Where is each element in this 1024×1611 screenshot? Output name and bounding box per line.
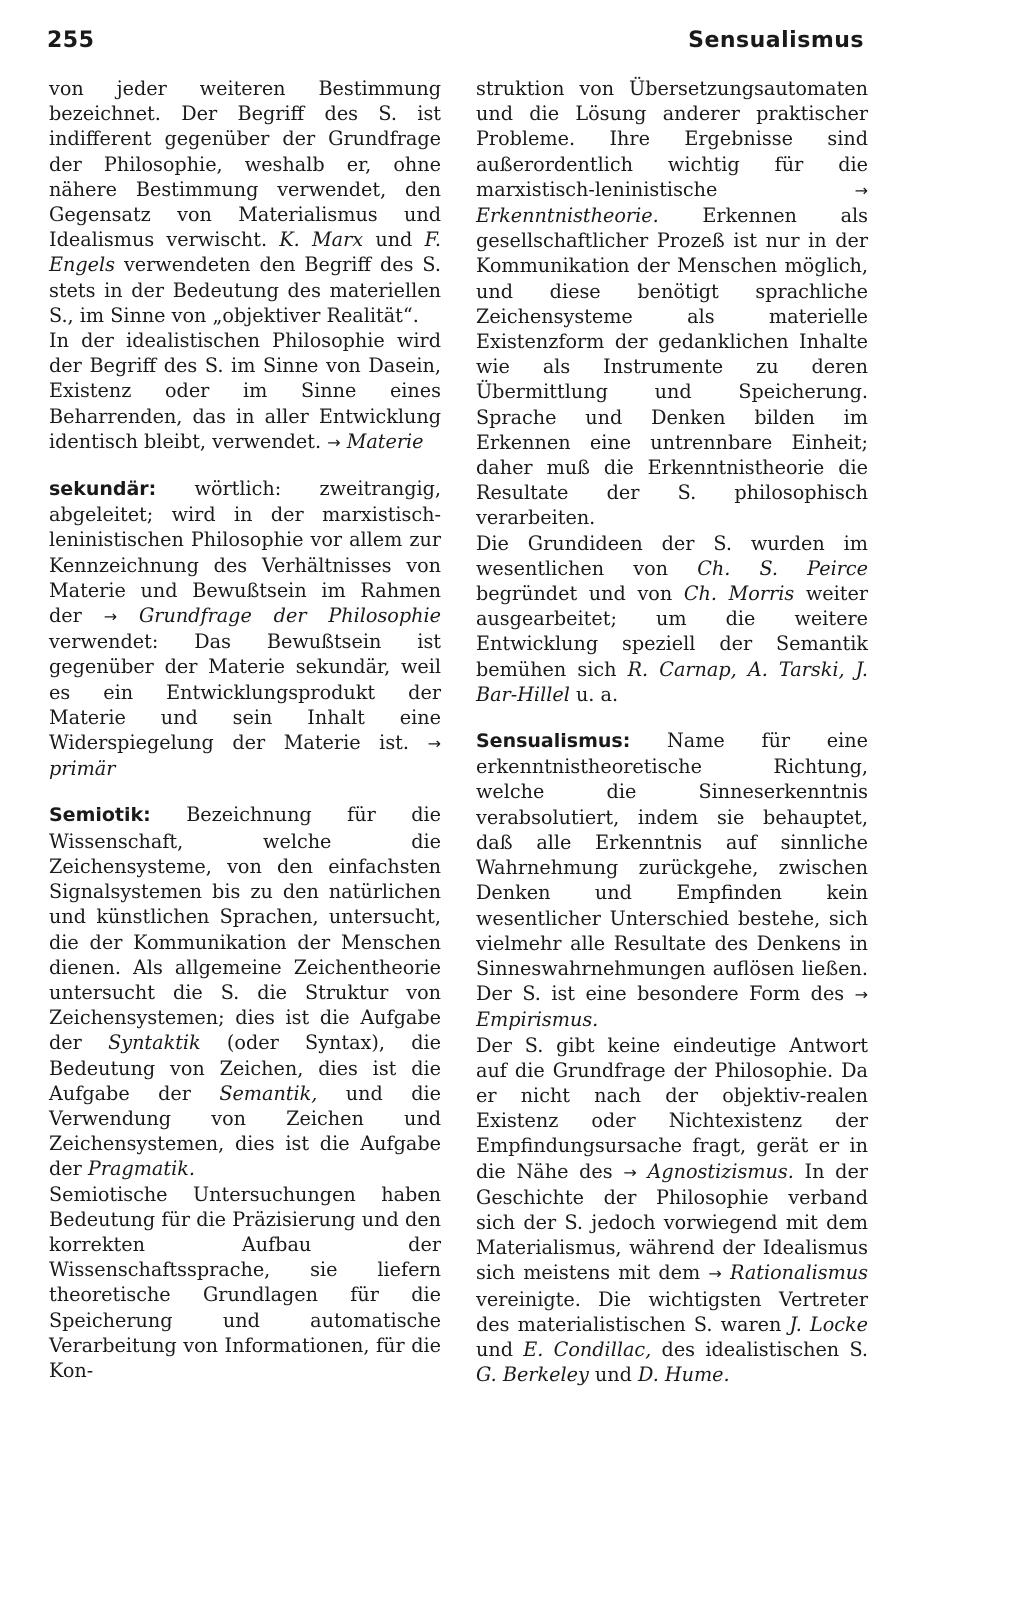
author-name: G. Berkeley	[476, 1363, 589, 1387]
cross-reference-link[interactable]: Erkenntnistheorie.	[476, 204, 659, 228]
text: und die Verwendung von Zeichen und Zeichensystemen, dies ist die Aufgabe der	[49, 1081, 441, 1181]
arrow-icon: →	[427, 734, 441, 754]
entry-term: sekundär:	[49, 478, 157, 501]
arrow-icon: →	[854, 985, 868, 1005]
text: Die Grundideen der S. wurden im wesentlichen von	[476, 531, 868, 580]
text: verwendeten den Begriff des S. stets in der Bedeutung des materiellen S., im Sinne von „objektiver Realität“.	[49, 253, 441, 327]
text: und	[476, 1337, 524, 1361]
paragraph-grundideen	[476, 531, 868, 707]
text: struktion von Übersetzungsautomaten und die Lösung anderer praktischer Probleme. Ihre Ergebnisse sind außerordentlich wichtig für die marxistisch-leninistische	[476, 77, 868, 201]
arrow-icon: →	[103, 607, 118, 627]
italic-term: Syntaktik	[108, 1031, 201, 1055]
text: Bezeichnung für die Wissenschaft, welche die Zeichensysteme, von den einfachsten Signalsystemen bis zu den natürlichen und künstlichen Sprachen, untersucht, die der Kommunikation der Menschen dienen. Als allgemeine Zeichentheorie untersucht die S. die Struktur von Zeichensystemen; dies ist die Aufgabe der	[49, 803, 441, 1055]
cross-reference-link[interactable]: Agnostizismus.	[647, 1159, 794, 1183]
entry-term: Sensualismus:	[476, 730, 631, 753]
text: des idealistischen S.	[651, 1337, 869, 1361]
author-name: D. Hume.	[638, 1363, 730, 1387]
text: und	[588, 1363, 638, 1387]
arrow-icon: →	[623, 1162, 637, 1182]
author-name: R. Carnap, A. Tarski, J. Bar-Hillel	[476, 657, 868, 706]
page-number: 255	[47, 28, 95, 53]
cross-reference-link[interactable]: Empirismus.	[476, 1008, 599, 1032]
paragraph-sein-continued	[49, 76, 441, 328]
cross-reference-link[interactable]: Grundfrage der Philosophie	[138, 604, 441, 628]
author-name: J. Locke	[789, 1312, 868, 1336]
author-name: F. Engels	[49, 228, 441, 277]
cross-reference-link[interactable]: Rationalismus	[729, 1261, 868, 1285]
text: und	[363, 228, 425, 252]
text: u. a.	[569, 682, 619, 706]
page-header	[47, 28, 864, 53]
text: Name für eine erkenntnistheoretische Richtung, welche die Sinneserkenntnis verabsolutiert, indem sie behauptet, daß alle Erkenntnis auf sinnliche Wahrnehmung zurückgehe, zwischen Denken und Empfinden kein wesentlicher Unterschied bestehe, sich vielmehr alle Resultate des Denkens in Sinneswahrnehmungen auflösen ließen. Der S. ist eine besondere Form des	[476, 729, 868, 1006]
text: wörtlich: zweitrangig, abgeleitet; wird in der marxistisch-leninistischen Philosophie vor allem zur Kennzeichnung des Verhältnisses von Materie und Bewußtsein im Rahmen der	[49, 477, 441, 628]
paragraph-sensualismus-2	[476, 1033, 868, 1388]
author-name: K. Marx	[279, 228, 364, 252]
right-column	[476, 76, 868, 1387]
text: Erkennen als gesellschaftlicher Prozeß ist nur in der Kommunikation der Menschen möglich, und diese benötigt sprachliche Zeichensysteme als materielle Existenzform der gedanklichen Inhalte wie als Instrumente zu deren Übermittlung und Speicherung. Sprache und Denken bilden im Erkennen eine untrennbare Einheit; daher muß die Erkenntnistheorie die Resultate der S. philosophisch verarbeiten.	[476, 204, 868, 530]
cross-reference-link[interactable]: Materie	[346, 429, 424, 453]
text: In der idealistischen Philosophie wird der Begriff des S. im Sinne von Dasein, Existenz oder im Sinne eines Beharrenden, das in aller Entwicklung identisch bleibt, verwendet.	[49, 329, 441, 453]
entry-sensualismus	[476, 728, 868, 1032]
italic-term: Semantik,	[219, 1081, 318, 1105]
entry-term: Semiotik:	[49, 804, 151, 827]
author-name: Ch. Morris	[683, 582, 795, 606]
arrow-icon: →	[854, 180, 868, 200]
author-name: Ch. S. Peirce	[697, 556, 868, 580]
text: von jeder weiteren Bestimmung bezeichnet. Der Begriff des S. ist indifferent gegenüber der Grundfrage der Philosophie, weshalb er, ohne nähere Bestimmung verwendet, den Gegensatz von Materialismus und Idealismus verwischt.	[49, 77, 441, 252]
italic-term: Pragmatik.	[87, 1157, 195, 1181]
entry-sekundaer	[49, 476, 441, 781]
entry-semiotik	[49, 802, 441, 1181]
running-title: Sensualismus	[688, 28, 864, 53]
text: In der Geschichte der Philosophie verband sich der S. jedoch vorwiegend mit dem Materialismus, während der Idealismus sich meistens mit dem	[476, 1159, 868, 1285]
author-name: E. Condillac,	[523, 1337, 652, 1361]
arrow-icon: →	[708, 1264, 722, 1284]
text: vereinigte. Die wichtigsten Vertreter des materialistischen S. waren	[476, 1287, 868, 1336]
left-column	[49, 76, 441, 1383]
paragraph-sein-idealist	[49, 328, 441, 455]
paragraph-semiotik-continued	[476, 76, 868, 531]
text: verwendet: Das Bewußtsein ist gegenüber der Materie sekundär, weil es ein Entwicklungsprodukt der Materie und sein Inhalt eine Widerspiegelung der Materie ist.	[49, 630, 441, 755]
text: Der S. gibt keine eindeutige Antwort auf die Grundfrage der Philosophie. Da er nicht nach der objektiv-realen Existenz oder Nichtexistenz der Empfindungsursache fragt, gerät er in die Nähe des	[476, 1033, 868, 1183]
text: weiter ausgearbeitet; um die weitere Entwicklung speziell der Semantik bemühen sich	[476, 582, 869, 681]
text: begründet und von	[476, 582, 684, 606]
text: (oder Syntax), die Bedeutung von Zeichen, dies ist die Aufgabe der	[49, 1031, 441, 1105]
paragraph-semiotisch: Semiotische Untersuchungen haben Bedeutung für die Präzisierung und den korrekten Aufbau der Wissenschaftssprache, sie liefern theoretische Grundlagen für die Speicherung und automatische Verarbeitung von Informationen, für die Kon-	[49, 1182, 441, 1382]
arrow-icon: →	[327, 432, 341, 452]
cross-reference-link[interactable]: primär	[49, 757, 116, 781]
